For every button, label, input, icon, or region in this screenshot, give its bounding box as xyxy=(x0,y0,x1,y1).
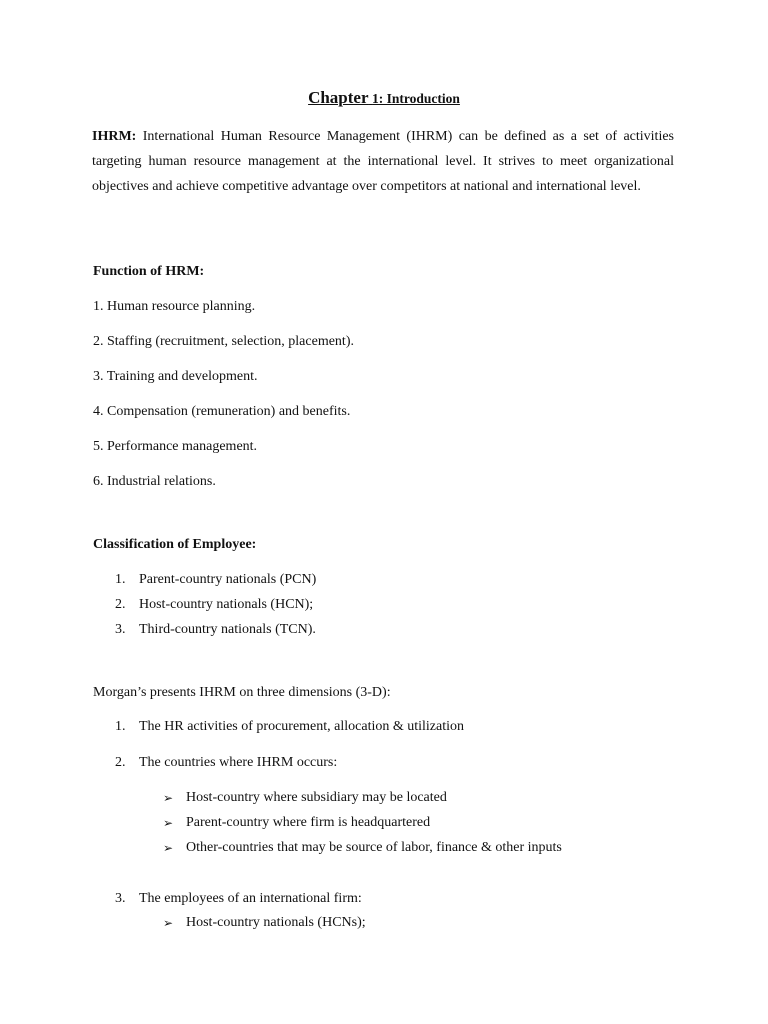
intro-paragraph xyxy=(92,124,674,200)
title-rest: 1: Introduction xyxy=(372,91,460,106)
list-item: Host-country nationals (HCN); xyxy=(139,597,314,612)
arrow-bullet-icon: ➢ xyxy=(163,816,174,830)
list-item: The HR activities of procurement, allocation & utilization xyxy=(139,719,465,734)
function-item: 3. Training and development. xyxy=(93,369,258,384)
function-item: 2. Staffing (recruitment, selection, placement). xyxy=(93,334,354,349)
function-item: 4. Compensation (remuneration) and benefits. xyxy=(93,404,351,419)
sub-list-item: Parent-country where firm is headquartered xyxy=(186,815,431,830)
list-number: 3. xyxy=(115,891,126,906)
title-chapter: Chapter xyxy=(308,88,369,107)
sub-list-item: Other-countries that may be source of labor, finance & other inputs xyxy=(186,840,562,855)
intro-term: IHRM: xyxy=(92,129,137,144)
list-number: 1. xyxy=(115,572,126,587)
arrow-bullet-icon: ➢ xyxy=(163,841,174,855)
list-item: Parent-country nationals (PCN) xyxy=(139,572,317,587)
sub-list-item: Host-country nationals (HCNs); xyxy=(186,915,366,930)
function-item: 6. Industrial relations. xyxy=(93,474,216,489)
intro-text: International Human Resource Management (IHRM) can be defined as a set of activities targeting human resource management at the international level. It strives to meet organizational objectives and achieve competitive advantage over competitors at national and international level. xyxy=(92,129,675,195)
classification-heading: Classification of Employee: xyxy=(93,537,257,552)
list-item: Third-country nationals (TCN). xyxy=(139,622,316,637)
arrow-bullet-icon: ➢ xyxy=(163,916,174,930)
list-number: 2. xyxy=(115,755,126,770)
arrow-bullet-icon: ➢ xyxy=(163,791,174,805)
list-item: The employees of an international firm: xyxy=(139,891,362,906)
morgan-intro: Morgan’s presents IHRM on three dimensions (3-D): xyxy=(93,685,391,700)
functions-heading: Function of HRM: xyxy=(93,264,205,279)
list-number: 3. xyxy=(115,622,126,637)
list-item: The countries where IHRM occurs: xyxy=(139,755,338,770)
function-item: 1. Human resource planning. xyxy=(93,299,256,314)
list-number: 2. xyxy=(115,597,126,612)
page-title xyxy=(0,88,768,108)
list-number: 1. xyxy=(115,719,126,734)
function-item: 5. Performance management. xyxy=(93,439,258,454)
sub-list-item: Host-country where subsidiary may be located xyxy=(186,790,447,805)
